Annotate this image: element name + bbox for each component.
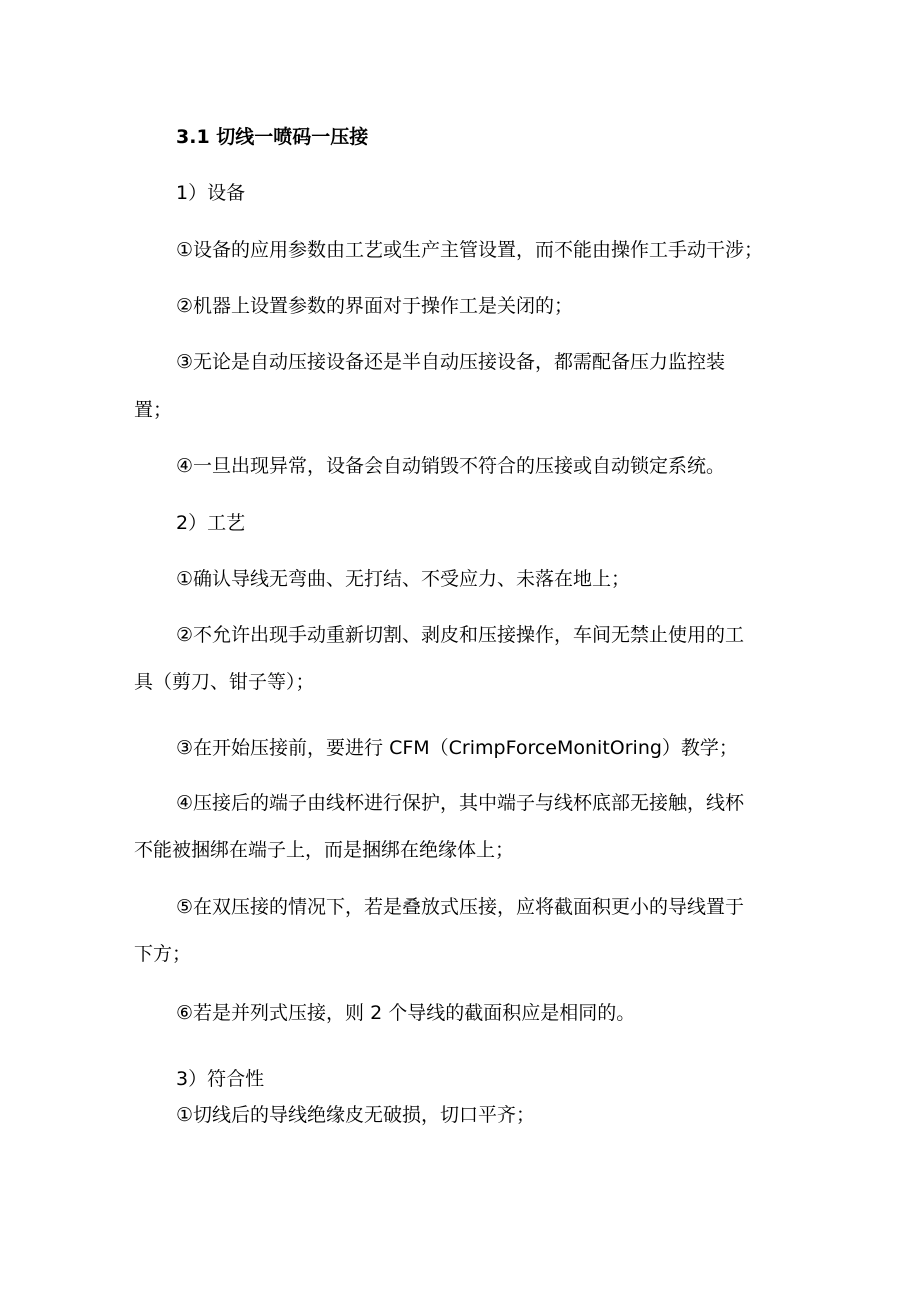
process-item-2: ②不允许出现手动重新切割、剥皮和压接操作，车间无禁止使用的工 bbox=[176, 624, 745, 646]
process-item-3: ③在开始压接前，要进行 CFM（CrimpForceMonitOring）教学； bbox=[176, 737, 738, 759]
process-item-2-continued: 具（剪刀、钳子等）； bbox=[134, 671, 315, 693]
process-item-4: ④压接后的端子由线杯进行保护，其中端子与线杯底部无接触，线杯 bbox=[176, 792, 745, 814]
equipment-item-3-continued: 置； bbox=[134, 399, 173, 421]
equipment-item-2: ②机器上设置参数的界面对于操作工是关闭的； bbox=[176, 295, 574, 317]
process-item-1: ①确认导线无弯曲、无打结、不受应力、未落在地上； bbox=[176, 568, 631, 590]
equipment-item-4: ④一旦出现异常，设备会自动销毁不符合的压接或自动锁定系统。 bbox=[176, 455, 726, 477]
process-item-4-continued: 不能被捆绑在端子上，而是捆绑在绝缘体上； bbox=[134, 839, 515, 861]
process-item-5: ⑤在双压接的情况下，若是叠放式压接，应将截面积更小的导线置于 bbox=[176, 896, 745, 918]
equipment-heading: 1）设备 bbox=[176, 182, 246, 204]
equipment-item-3: ③无论是自动压接设备还是半自动压接设备，都需配备压力监控装 bbox=[176, 351, 726, 373]
conformity-heading: 3）符合性 bbox=[176, 1068, 265, 1090]
process-item-5-continued: 下方； bbox=[134, 943, 192, 965]
conformity-item-1: ①切线后的导线绝缘皮无破损，切口平齐； bbox=[176, 1104, 536, 1126]
section-title: 3.1 切线一喷码一压接 bbox=[176, 126, 369, 148]
process-heading: 2）工艺 bbox=[176, 512, 246, 534]
process-item-6: ⑥若是并列式压接，则 2 个导线的截面积应是相同的。 bbox=[176, 1002, 636, 1024]
equipment-item-1: ①设备的应用参数由工艺或生产主管设置，而不能由操作工手动干涉； bbox=[176, 239, 764, 261]
